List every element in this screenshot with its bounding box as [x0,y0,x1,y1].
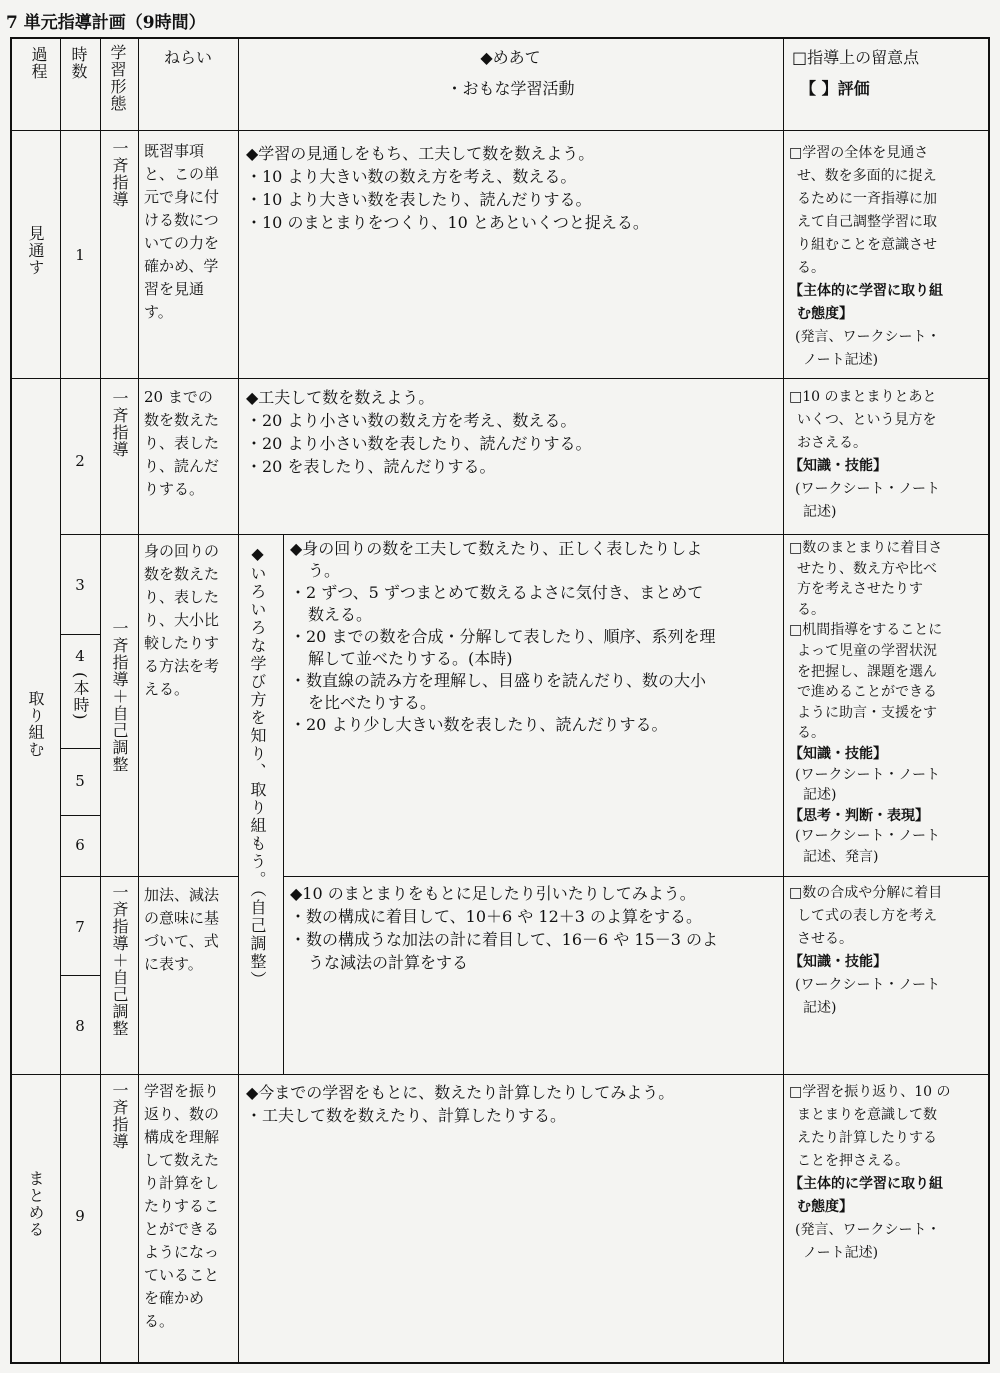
header-rule [10,130,990,131]
note-line: □10 のまとまりとあと [789,389,937,405]
activity-line: ◆学習の見通しをもち、工夫して数を数えよう。 [246,144,595,163]
eval-line: 【知識・技能】 [789,745,887,762]
process-matomeru: まとめる [26,1170,45,1238]
note-line: で進めることができる [797,684,937,701]
note-line: □数のまとまりに着目さ [789,540,943,556]
hour-rule [60,975,100,976]
aim-line: の意味に基 [144,909,220,927]
form-row5: 一斉指導 [110,1082,129,1150]
eval-method-line: 記述) [803,1000,837,1016]
activity-row1 [246,142,781,234]
aim-line: 20 までの [144,388,213,406]
eval-method-line: 記述、発言) [803,848,879,865]
note-line: るために一斉指導に加 [797,191,937,207]
header-mokuhyo: ◆めあて [480,48,541,67]
note-line: おさえる。 [797,435,867,451]
note-row2 [789,386,987,524]
aim-row3 [144,540,236,701]
aim-line: して数えた [144,1151,220,1169]
hour-9: 9 [75,1207,85,1225]
hour-4: 4 [75,647,85,665]
hour-6: 6 [75,836,85,854]
eval-method-line: (ワークシート・ノート [795,977,941,993]
hour-1: 1 [75,246,85,264]
aim-line: 返り、数の [144,1105,220,1123]
aim-line: に表す。 [144,955,203,973]
note-line: して式の表し方を考え [797,908,937,924]
note-line: る。 [797,260,825,276]
aim-line: とができる [144,1220,220,1238]
column-rule [238,37,239,1364]
aim-line: 学習を振り [144,1082,220,1100]
activity-line: を比べたりする。 [308,693,437,712]
vertical-goal: ◆いろいろな学び方を知り、取り組もう。（自己調整） [248,544,267,989]
column-rule [60,37,61,1364]
note-line: えて自己調整学習に取 [797,214,937,230]
note-line: よって児童の学習状況 [797,642,937,659]
header-eval: 【 】評価 [800,79,870,98]
activity-line: う。 [308,561,341,580]
aim-line: す。 [144,303,173,321]
header-note: □指導上の留意点 [792,48,920,67]
note-row1 [789,142,987,372]
header-process: 過程 [29,46,48,80]
section-heading: 7 単元指導計画（9時間） [6,13,206,33]
activity-line: 解して並べたりする。(本時) [308,649,513,668]
activity-line: ・数直線の読み方を理解し、目盛りを読んだり、数の大小 [290,671,707,690]
hour-3: 3 [75,576,85,594]
column-rule [283,534,284,1074]
aim-line: 数を数えた [144,565,220,583]
note-line: ように助言・支援をす [797,704,937,721]
header-aim: ねらい [163,48,212,67]
activity-row3 [290,538,780,736]
eval-line: む態度】 [797,1199,853,1215]
note-line: 方を考えさせたりす [797,581,923,598]
activity-row5 [246,1081,781,1127]
aim-row2 [144,386,236,501]
eval-method-line: ノート記述) [803,1245,879,1261]
aim-line: る。 [144,1312,175,1330]
hour-rule [60,748,100,749]
aim-line: ていること [144,1266,220,1284]
eval-line: 【主体的に学習に取り組 [789,1176,943,1192]
aim-line: と、この単 [144,165,220,183]
column-rule [783,37,784,1364]
form-row3: 一斉指導＋自己調整 [110,620,129,773]
aim-line: り、読んだ [144,457,220,475]
form-row2: 一斉指導 [110,390,129,458]
activity-line: ・20 までの数を合成・分解して表したり、順序、系列を理 [290,627,716,646]
note-line: を把握し、課題を選ん [797,663,937,680]
hour-2: 2 [75,452,85,470]
aim-line: たりするこ [144,1197,220,1215]
activity-line: うな減法の計算をする [308,953,469,972]
row-rule [60,876,238,877]
aim-line: える。 [144,680,190,698]
header-activity: ・おもな学習活動 [446,79,575,98]
aim-line: を確かめ [144,1289,205,1307]
note-line: □机間指導をすることに [789,622,943,639]
aim-line: ようになっ [144,1243,220,1261]
eval-method-line: (発言、ワークシート・ [795,1222,941,1238]
aim-line: 加法、減法 [144,886,220,904]
aim-row1 [144,140,236,324]
note-line: させる。 [797,931,853,947]
eval-line: む態度】 [797,306,853,322]
aim-line: りする。 [144,480,205,498]
activity-line: ◆今までの学習をもとに、数えたり計算したりしてみよう。 [246,1083,675,1102]
aim-line: づいて、式 [144,932,219,950]
eval-method-line: 記述) [803,787,837,804]
aim-line: り計算をし [144,1174,220,1192]
row-rule [10,1074,990,1075]
aim-line: 較したりす [144,634,220,652]
row-rule [10,378,990,379]
note-line: る。 [797,601,825,618]
process-mitoosu: 見通す [26,225,45,276]
note-line: □学習の全体を見通さ [789,145,929,161]
eval-method-line: (ワークシート・ノート [795,828,941,845]
aim-line: り、表した [144,434,220,452]
hour-8: 8 [75,1017,85,1035]
eval-line: 【知識・技能】 [789,954,887,970]
eval-method-line: ノート記述) [803,352,879,368]
note-line: り組むことを意識させ [797,237,937,253]
process-torikumu: 取り組む [26,690,45,758]
aim-line: ける数につ [144,211,219,229]
eval-line: 【思考・判断・表現】 [789,807,929,824]
note-line: る。 [797,725,825,742]
aim-line: り、表した [144,588,220,606]
note-line: せたり、数え方や比べ [797,560,937,577]
activity-line: ◆身の回りの数を工夫して数えたり、正しく表したりしよ [290,539,703,558]
column-rule [138,37,139,1364]
activity-line: ◆10 のまとまりをもとに足したり引いたりしてみよう。 [290,884,696,903]
aim-line: 確かめ、学 [144,257,219,275]
hour-4-honji: (本時) [71,672,90,721]
activity-line: ・数の構成うな加法の計に着目して、16－6 や 15－3 のよ [290,930,719,949]
hour-rule [60,634,100,635]
activity-line: ・20 より小さい数の数え方を考え、数える。 [246,411,577,430]
activity-line: ・数の構成に着目して、10＋6 や 12＋3 のよ算をする。 [290,907,703,926]
activity-line: 数える。 [308,605,373,624]
activity-line: ・20 を表したり、読んだりする。 [246,457,496,476]
activity-line: ・10 より大きい数の数え方を考え、数える。 [246,167,577,186]
header-form: 学習形態 [108,44,127,112]
aim-line: 身の回りの [144,542,220,560]
aim-line: 習を見通 [144,280,205,298]
column-rule [100,37,101,1364]
activity-line: ・10 のまとまりをつくり、10 とあといくつと捉える。 [246,213,649,232]
row-rule [283,876,990,877]
note-row4 [789,882,987,1020]
hour-5: 5 [75,772,85,790]
activity-row2 [246,386,781,478]
hour-7: 7 [75,918,85,936]
activity-line: ・2 ずつ、5 ずつまとめて数えるよさに気付き、まとめて [290,583,704,602]
activity-line: ・20 より少し大きい数を表したり、読んだりする。 [290,715,668,734]
activity-line: ◆工夫して数を数えよう。 [246,388,435,407]
activity-row4 [290,882,780,974]
note-line: □数の合成や分解に着目 [789,885,943,901]
form-row1: 一斉指導 [110,140,129,208]
aim-line: 構成を理解 [144,1128,220,1146]
aim-line: 既習事項 [144,142,205,160]
aim-line: る方法を考 [144,657,220,675]
eval-method-line: 記述) [803,504,837,520]
activity-line: ・10 より大きい数を表したり、読んだりする。 [246,190,592,209]
eval-line: 【知識・技能】 [789,458,887,474]
note-line: いくつ、という見方を [797,412,937,428]
note-line: えたり計算したりする [797,1130,937,1146]
eval-method-line: (ワークシート・ノート [795,766,941,783]
note-line: □学習を振り返り、10 の [789,1084,951,1100]
aim-row4 [144,884,236,976]
activity-line: ・工夫して数を数えたり、計算したりする。 [246,1106,567,1125]
note-line: ことを押さえる。 [797,1153,909,1169]
aim-line: り、大小比 [144,611,220,629]
aim-row5 [144,1080,236,1333]
header-hours: 時数 [69,46,88,80]
activity-line: ・20 より小さい数を表したり、読んだりする。 [246,434,592,453]
note-line: まとまりを意識して数 [797,1107,937,1123]
form-row4: 一斉指導＋自己調整 [110,884,129,1037]
eval-method-line: (ワークシート・ノート [795,481,941,497]
eval-line: 【主体的に学習に取り組 [789,283,943,299]
note-row3 [789,538,987,868]
aim-line: 元で身に付 [144,188,220,206]
aim-line: いての力を [144,234,220,252]
note-line: せ、数を多面的に捉え [797,168,937,184]
hour-rule [60,815,100,816]
aim-line: 数を数えた [144,411,220,429]
note-row5 [789,1081,987,1265]
row-rule [60,534,990,535]
eval-method-line: (発言、ワークシート・ [795,329,941,345]
